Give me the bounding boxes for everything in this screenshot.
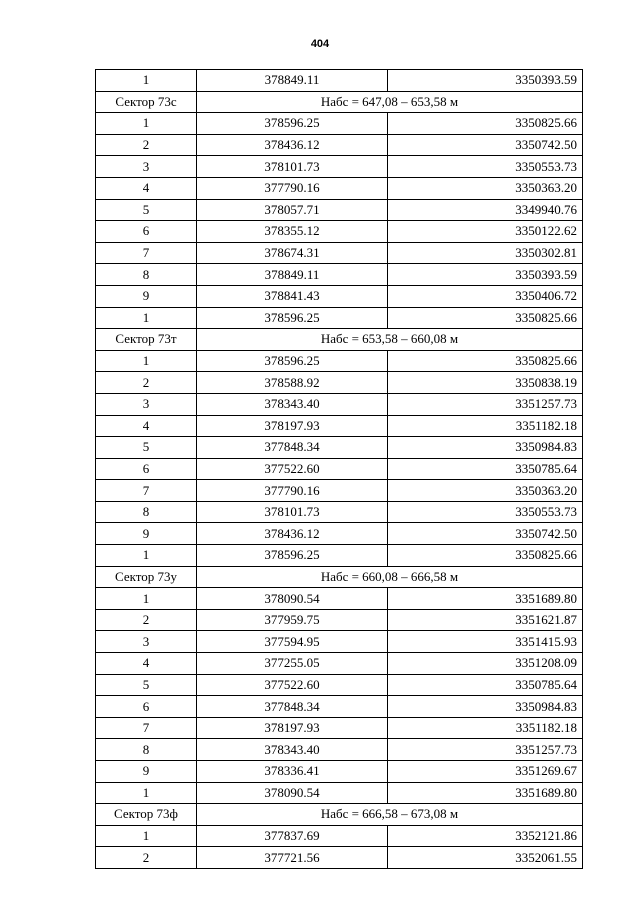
point-number: 2 (96, 372, 197, 394)
table-row (96, 415, 583, 437)
sector-name: Сектор 73с (96, 91, 197, 113)
point-number: 6 (96, 458, 197, 480)
coordinate-y: 3350984.83 (388, 696, 583, 718)
coordinate-y: 3350825.66 (388, 545, 583, 567)
coordinate-x: 378588.92 (197, 372, 388, 394)
coordinate-y: 3351415.93 (388, 631, 583, 653)
coordinate-x: 378101.73 (197, 156, 388, 178)
sector-height-range: Набс = 660,08 – 666,58 м (197, 566, 583, 588)
table-row (96, 761, 583, 783)
point-number: 2 (96, 134, 197, 156)
coordinates-table (95, 69, 583, 869)
coordinate-x: 377790.16 (197, 480, 388, 502)
coordinate-y: 3351689.80 (388, 782, 583, 804)
table-row (96, 350, 583, 372)
point-number: 4 (96, 653, 197, 675)
sector-name: Сектор 73у (96, 566, 197, 588)
table-row (96, 631, 583, 653)
coordinate-x: 378197.93 (197, 415, 388, 437)
point-number: 2 (96, 609, 197, 631)
point-number: 5 (96, 199, 197, 221)
table-row (96, 717, 583, 739)
point-number: 1 (96, 70, 197, 92)
coordinates-table-body (96, 70, 583, 869)
coordinate-y: 3350553.73 (388, 501, 583, 523)
sector-name: Сектор 73ф (96, 804, 197, 826)
sector-header-row (96, 804, 583, 826)
coordinate-x: 378596.25 (197, 113, 388, 135)
sector-height-range: Набс = 647,08 – 653,58 м (197, 91, 583, 113)
table-row (96, 825, 583, 847)
table-row (96, 696, 583, 718)
coordinate-y: 3351689.80 (388, 588, 583, 610)
point-number: 3 (96, 631, 197, 653)
coordinate-y: 3351269.67 (388, 761, 583, 783)
table-row (96, 480, 583, 502)
point-number: 7 (96, 242, 197, 264)
sector-header-row (96, 329, 583, 351)
point-number: 1 (96, 588, 197, 610)
table-row (96, 847, 583, 869)
coordinate-x: 378674.31 (197, 242, 388, 264)
coordinate-y: 3350363.20 (388, 480, 583, 502)
coordinate-y: 3350406.72 (388, 285, 583, 307)
table-row (96, 393, 583, 415)
point-number: 6 (96, 221, 197, 243)
coordinate-x: 378596.25 (197, 350, 388, 372)
table-row (96, 609, 583, 631)
table-row (96, 458, 583, 480)
coordinate-y: 3351257.73 (388, 739, 583, 761)
point-number: 4 (96, 177, 197, 199)
table-row (96, 285, 583, 307)
coordinate-y: 3350742.50 (388, 134, 583, 156)
coordinate-x: 378090.54 (197, 588, 388, 610)
coordinate-y: 3350825.66 (388, 113, 583, 135)
coordinate-x: 378090.54 (197, 782, 388, 804)
point-number: 8 (96, 739, 197, 761)
table-row (96, 199, 583, 221)
table-row (96, 588, 583, 610)
point-number: 1 (96, 307, 197, 329)
point-number: 7 (96, 480, 197, 502)
coordinate-x: 377255.05 (197, 653, 388, 675)
table-row (96, 177, 583, 199)
coordinate-y: 3350825.66 (388, 350, 583, 372)
point-number: 7 (96, 717, 197, 739)
table-row (96, 501, 583, 523)
coordinate-x: 378841.43 (197, 285, 388, 307)
coordinate-x: 378057.71 (197, 199, 388, 221)
coordinate-y: 3352061.55 (388, 847, 583, 869)
coordinate-x: 378596.25 (197, 307, 388, 329)
coordinate-y: 3351257.73 (388, 393, 583, 415)
coordinate-y: 3350363.20 (388, 177, 583, 199)
point-number: 4 (96, 415, 197, 437)
table-row (96, 113, 583, 135)
point-number: 1 (96, 113, 197, 135)
coordinate-x: 378436.12 (197, 523, 388, 545)
point-number: 5 (96, 437, 197, 459)
table-row (96, 264, 583, 286)
coordinate-x: 377837.69 (197, 825, 388, 847)
sector-header-row (96, 91, 583, 113)
point-number: 8 (96, 264, 197, 286)
point-number: 8 (96, 501, 197, 523)
point-number: 2 (96, 847, 197, 869)
table-row (96, 307, 583, 329)
table-row (96, 221, 583, 243)
table-row (96, 523, 583, 545)
coordinate-x: 377959.75 (197, 609, 388, 631)
table-row (96, 545, 583, 567)
coordinate-y: 3352121.86 (388, 825, 583, 847)
sector-name: Сектор 73т (96, 329, 197, 351)
table-row (96, 70, 583, 92)
table-row (96, 134, 583, 156)
coordinate-y: 3350553.73 (388, 156, 583, 178)
coordinate-y: 3350785.64 (388, 458, 583, 480)
point-number: 9 (96, 761, 197, 783)
coordinate-x: 378343.40 (197, 739, 388, 761)
table-row (96, 437, 583, 459)
coordinate-x: 378596.25 (197, 545, 388, 567)
coordinate-y: 3350785.64 (388, 674, 583, 696)
table-row (96, 674, 583, 696)
sector-header-row (96, 566, 583, 588)
coordinate-y: 3350984.83 (388, 437, 583, 459)
point-number: 1 (96, 350, 197, 372)
coordinate-x: 377790.16 (197, 177, 388, 199)
point-number: 3 (96, 393, 197, 415)
coordinate-y: 3350838.19 (388, 372, 583, 394)
sector-height-range: Набс = 653,58 – 660,08 м (197, 329, 583, 351)
table-row (96, 242, 583, 264)
table-row (96, 653, 583, 675)
table-row (96, 372, 583, 394)
point-number: 6 (96, 696, 197, 718)
coordinate-x: 378336.41 (197, 761, 388, 783)
coordinate-x: 378101.73 (197, 501, 388, 523)
table-row (96, 156, 583, 178)
coordinate-y: 3350393.59 (388, 264, 583, 286)
coordinate-x: 377848.34 (197, 696, 388, 718)
coordinate-x: 377848.34 (197, 437, 388, 459)
sector-height-range: Набс = 666,58 – 673,08 м (197, 804, 583, 826)
coordinate-y: 3350393.59 (388, 70, 583, 92)
coordinate-x: 378355.12 (197, 221, 388, 243)
table-row (96, 782, 583, 804)
coordinate-x: 377594.95 (197, 631, 388, 653)
coordinate-x: 377522.60 (197, 458, 388, 480)
page-number: 404 (310, 38, 330, 50)
coordinate-y: 3350122.62 (388, 221, 583, 243)
point-number: 3 (96, 156, 197, 178)
coordinate-x: 378849.11 (197, 70, 388, 92)
coordinate-x: 377721.56 (197, 847, 388, 869)
coordinate-x: 377522.60 (197, 674, 388, 696)
coordinate-y: 3351621.87 (388, 609, 583, 631)
point-number: 9 (96, 523, 197, 545)
coordinate-x: 378436.12 (197, 134, 388, 156)
coordinate-y: 3349940.76 (388, 199, 583, 221)
coordinate-x: 378849.11 (197, 264, 388, 286)
coordinate-x: 378197.93 (197, 717, 388, 739)
point-number: 1 (96, 782, 197, 804)
point-number: 1 (96, 825, 197, 847)
coordinate-y: 3351182.18 (388, 415, 583, 437)
table-row (96, 739, 583, 761)
coordinate-y: 3350825.66 (388, 307, 583, 329)
point-number: 5 (96, 674, 197, 696)
coordinate-y: 3351182.18 (388, 717, 583, 739)
coordinate-y: 3351208.09 (388, 653, 583, 675)
point-number: 9 (96, 285, 197, 307)
point-number: 1 (96, 545, 197, 567)
coordinate-y: 3350742.50 (388, 523, 583, 545)
coordinate-x: 378343.40 (197, 393, 388, 415)
coordinate-y: 3350302.81 (388, 242, 583, 264)
